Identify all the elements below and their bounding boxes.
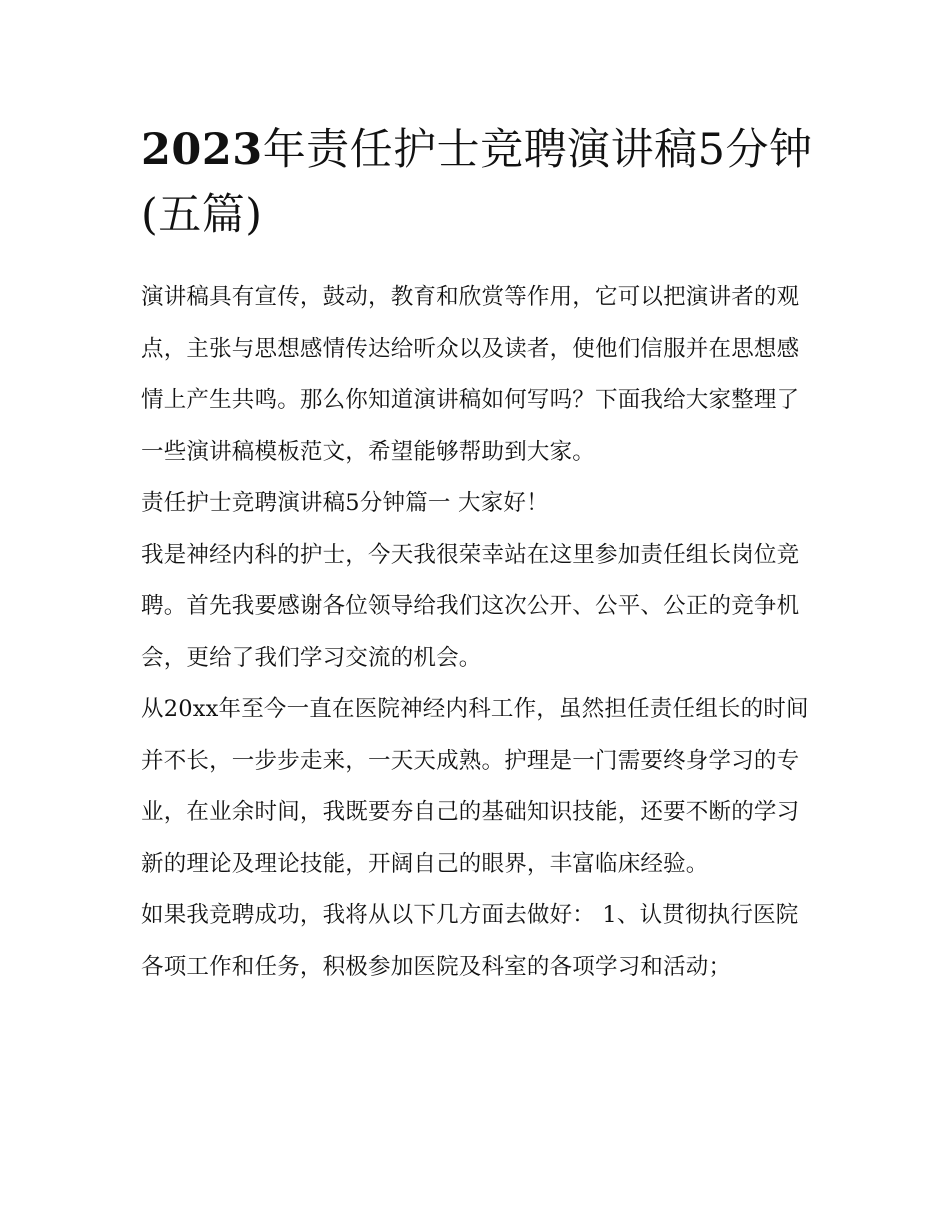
body-paragraph: 从20xx年至今一直在医院神经内科工作，虽然担任责任组长的时间并不长，一步步走来，一天天成熟。护理是一门需要终身学习的专业，在业余时间，我既要夯自己的基础知识技能，还要不断的学习新的理论及理论技能，开阔自己的眼界，丰富临床经验。 xyxy=(141,696,809,877)
intro-paragraph: 演讲稿具有宣传，鼓动，教育和欣赏等作用，它可以把演讲者的观点，主张与思想感情传达给听众以及读者，使他们信服并在思想感情上产生共鸣。那么你知道演讲稿如何写吗？下面我给大家整理了一些演讲稿模板范文，希望能够帮助到大家。 xyxy=(141,284,800,465)
document-content xyxy=(141,118,813,993)
body-paragraph: 我是神经内科的护士，今天我很荣幸站在这里参加责任组长岗位竞聘。首先我要感谢各位领导给我们这次公开、公平、公正的竞争机会，更给了我们学习交流的机会。 xyxy=(141,541,800,671)
document-title-year: 2023 xyxy=(141,125,263,175)
section-heading-paragraph: 责任护士竞聘演讲稿5分钟篇一 大家好！ xyxy=(141,490,549,516)
body-paragraph: 如果我竞聘成功，我将从以下几方面去做好： 1、认贯彻执行医院各项工作和任务，积极参加医院及科室的各项学习和活动； xyxy=(141,902,799,980)
document-title-text: 年责任护士竞聘演讲稿5分钟(五篇) xyxy=(141,125,813,240)
document-body xyxy=(141,272,813,993)
document-title xyxy=(141,118,813,248)
